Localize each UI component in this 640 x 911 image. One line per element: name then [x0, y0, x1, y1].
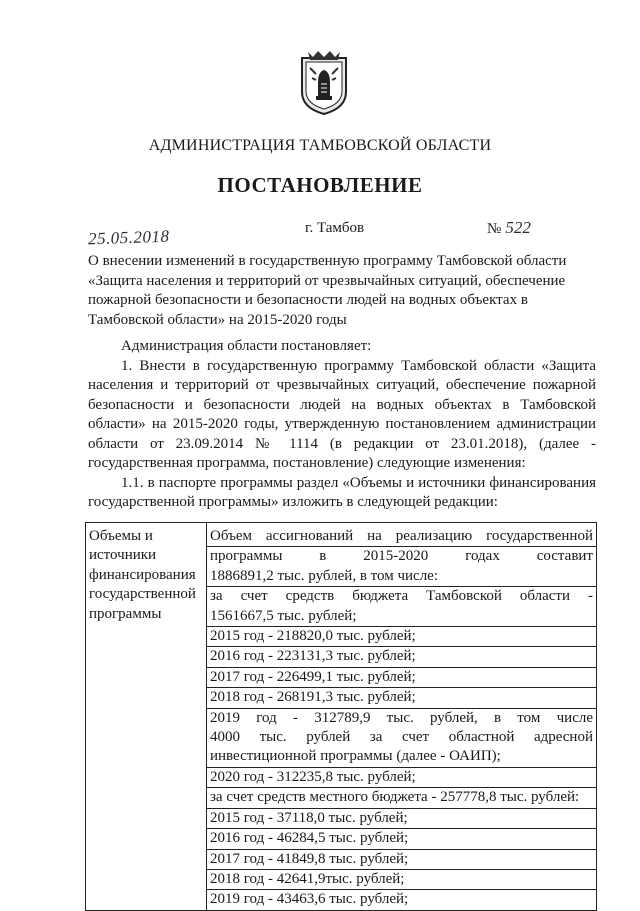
- table-line: 1561667,5 тыс. рублей;: [207, 607, 596, 627]
- coat-of-arms-icon: [298, 48, 350, 116]
- body-item-1: 1. Внести в государственную программу Тамбовской области «Защита населения и территорий от чрезвычайных ситуаций, обеспечение пожарной безопасности и безопасности людей на водных объектах в Тамбовской области» на 2015-2020 годы, утвержденную постановлением администрации области от 23.09.2014 № 1114 (в редакции от 23.01.2018), (далее - государственная программа, постановление) следующие изменения:: [88, 357, 596, 471]
- passport-table: [85, 522, 597, 911]
- table-line: 2015 год - 218820,0 тыс. рублей;: [207, 627, 596, 647]
- table-row: [86, 523, 597, 911]
- table-line: 2019 год - 43463,6 тыс. рублей;: [210, 891, 409, 908]
- body-intro: Администрация области постановляет:: [121, 338, 372, 354]
- table-line: 2018 год - 42641,9тыс. рублей;: [207, 870, 596, 890]
- table-line: 2017 год - 226499,1 тыс. рублей;: [207, 668, 596, 688]
- table-line: 2017 год - 41849,8 тыс. рублей;: [207, 850, 596, 870]
- table-line: инвестиционной программы (далее - ОАИП);: [207, 747, 596, 767]
- table-line: 2015 год - 37118,0 тыс. рублей;: [207, 809, 596, 829]
- document-subject: [88, 252, 596, 330]
- document-number: [487, 218, 531, 238]
- document-type: ПОСТАНОВЛЕНИЕ: [217, 173, 423, 197]
- table-line: Объем ассигнований на реализацию государственной: [207, 527, 596, 547]
- document-date: 25.05.2018: [87, 226, 170, 249]
- table-line: 1886891,2 тыс. рублей, в том числе:: [207, 567, 596, 587]
- document-body: [88, 337, 596, 513]
- table-line: 2016 год - 223131,3 тыс. рублей;: [207, 647, 596, 667]
- table-left-header: Объемы и источники финансирования государственной программы: [86, 523, 207, 911]
- subject-line: пожарной безопасности и безопасности людей на водных объектах в: [88, 292, 528, 308]
- table-line: 4000 тыс. рублей за счет областной адресной: [210, 729, 593, 746]
- table-line: за счет средств местного бюджета - 257778,8 тыс. рублей:: [207, 788, 596, 808]
- subject-line: О внесении изменений в государственную программу Тамбовской области: [88, 253, 567, 269]
- subject-line: Тамбовской области» на 2015-2020 годы: [88, 311, 347, 328]
- table-right-cell: [207, 523, 597, 911]
- document-city: г. Тамбов: [305, 220, 365, 236]
- organization-title: АДМИНИСТРАЦИЯ ТАМБОВСКОЙ ОБЛАСТИ: [148, 137, 492, 154]
- table-line: 2020 год - 312235,8 тыс. рублей;: [207, 768, 596, 788]
- body-item-1-1: 1.1. в паспорте программы раздел «Объемы и источники финансирования государственной программы» изложить в следующей редакции:: [88, 474, 596, 510]
- number-value: 522: [505, 218, 531, 237]
- table-line: 2019 год - 312789,9 тыс. рублей, в том числе: [210, 709, 593, 726]
- number-label: №: [487, 221, 502, 237]
- table-line: за счет средств бюджета Тамбовской области -: [210, 588, 593, 605]
- table-line: программы в 2015-2020 годах составит: [210, 548, 593, 565]
- subject-line: «Защита населения и территорий от чрезвычайных ситуаций, обеспечение: [88, 272, 566, 289]
- table-line: 2016 год - 46284,5 тыс. рублей;: [207, 829, 596, 849]
- table-line: 2018 год - 268191,3 тыс. рублей;: [207, 688, 596, 708]
